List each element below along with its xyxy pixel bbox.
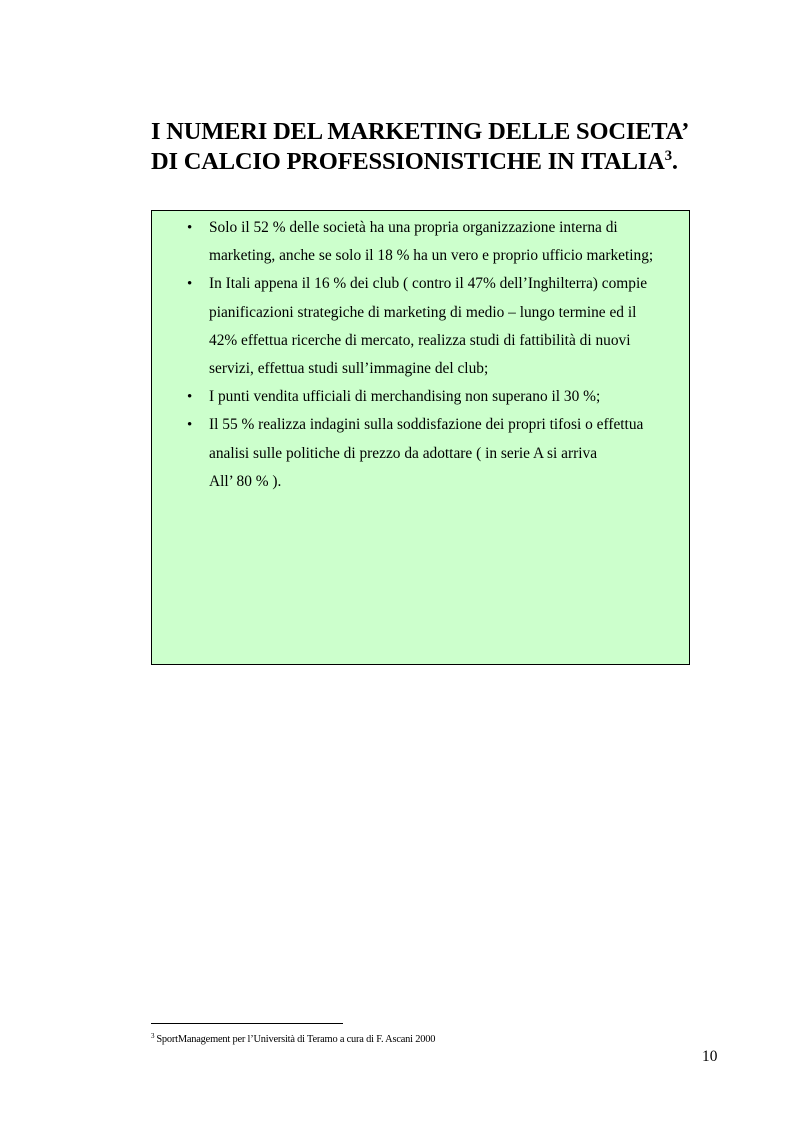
footnote-text: SportManagement per l’Università di Teramo a cura di F. Ascani 2000: [156, 1034, 436, 1045]
text-line: pianificazioni strategiche di marketing di medio – lungo termine ed il: [209, 303, 637, 321]
stats-list-item: [187, 270, 679, 383]
title-line-1: I NUMERI DEL MARKETING DELLE SOCIETA’: [151, 118, 690, 145]
footnote-reference[interactable]: 3: [664, 148, 672, 164]
text-line: 42% effettua ricerche di mercato, realizza studi di fattibilità di nuovi: [209, 331, 631, 349]
stats-list-item: [187, 214, 679, 270]
text-line: All’ 80 % ).: [209, 472, 282, 490]
title-line-2-text: DI CALCIO PROFESSIONISTICHE IN ITALIA: [151, 148, 665, 175]
stats-item-text: [209, 383, 679, 411]
bullet-icon: •: [187, 417, 193, 434]
text-line: Il 55 % realizza indagini sulla soddisfazione dei propri tifosi o effettua: [209, 416, 644, 434]
text-line: servizi, effettua studi sull’immagine del club;: [209, 360, 489, 378]
text-line: analisi sulle politiche di prezzo da adottare ( in serie A si arriva: [209, 444, 598, 462]
stats-item-text: [209, 411, 679, 496]
text-line: Solo il 52 % delle società ha una propria organizzazione interna di: [209, 219, 618, 236]
bullet-icon: •: [187, 220, 193, 236]
page-title: [151, 117, 731, 177]
stats-item-text: [209, 214, 679, 270]
stats-list: [187, 214, 679, 496]
stats-item-text: [209, 270, 679, 383]
footnote-number: 3: [151, 1032, 155, 1040]
text-line: I punti vendita ufficiali di merchandising non superano il 30 %;: [209, 388, 601, 406]
bullet-icon: •: [187, 389, 193, 406]
stats-list-item: [187, 411, 679, 496]
stats-list-item: [187, 383, 679, 411]
stats-box: [151, 210, 690, 665]
footnote: [151, 1033, 435, 1047]
title-line-2: [151, 147, 731, 177]
text-line: In Itali appena il 16 % dei club ( contro il 47% dell’Inghilterra) compie: [209, 275, 648, 293]
footnote-divider: [151, 1023, 343, 1024]
bullet-icon: •: [187, 276, 193, 293]
title-end-punct: .: [671, 148, 678, 175]
text-line: marketing, anche se solo il 18 % ha un vero e proprio ufficio marketing;: [209, 247, 654, 265]
page-number: 10: [702, 1048, 718, 1065]
